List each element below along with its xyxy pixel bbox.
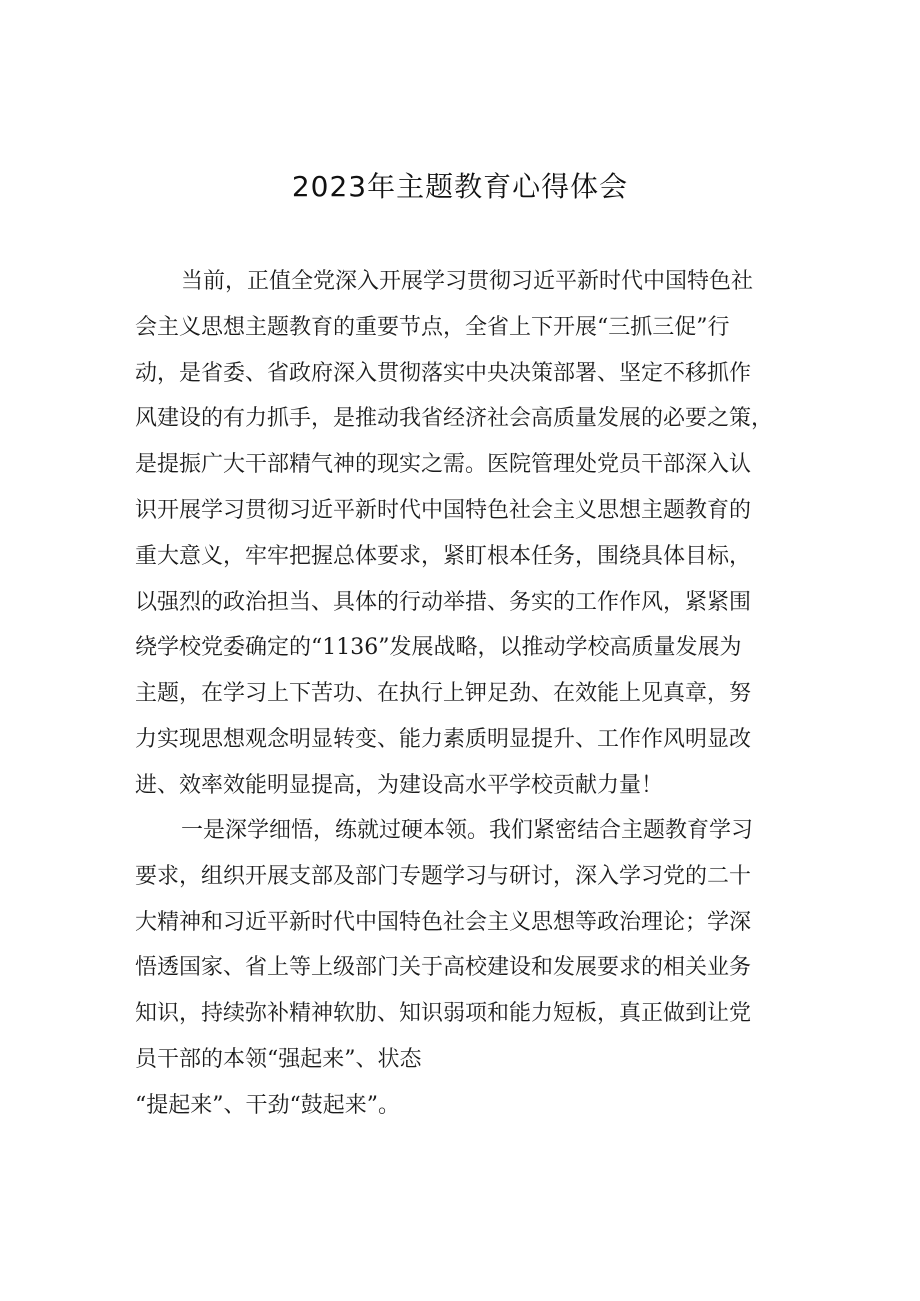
text-line: 会主义思想主题教育的重要节点，全省上下开展“三抓三促”行 xyxy=(135,314,730,340)
text-line: 进、效率效能明显提高，为建设高水平学校贡献力量！ xyxy=(135,772,664,798)
text-line: 知识，持续弥补精神软肋、知识弱项和能力短板，真正做到让党 xyxy=(135,1001,752,1027)
text-line: 风建设的有力抓手，是推动我省经济社会高质量发展的必要之策， xyxy=(135,406,774,432)
text-line: 是提振广大干部精气神的现实之需。医院管理处党员干部深入认 xyxy=(135,452,752,478)
paragraph-intro xyxy=(135,259,795,809)
text-line: 要求，组织开展支部及部门专题学习与研讨，深入学习党的二十 xyxy=(135,863,752,889)
paragraph-point-one xyxy=(135,808,795,1129)
text-line: 力实现思想观念明显转变、能力素质明显提升、工作作风明显改 xyxy=(135,726,752,752)
text-line: 大精神和习近平新时代中国特色社会主义思想等政治理论；学深 xyxy=(135,909,752,935)
text-line: 绕学校党委确定的“1136”发展战略，以推动学校高质量发展为 xyxy=(135,635,742,661)
text-line: 识开展学习贯彻习近平新时代中国特色社会主义思想主题教育的 xyxy=(135,497,752,523)
text-line: 一是深学细悟，练就过硬本领。我们紧密结合主题教育学习 xyxy=(181,818,754,843)
text-line: 悟透国家、省上等上级部门关于高校建设和发展要求的相关业务 xyxy=(135,955,752,981)
text-line: 主题，在学习上下苦功、在执行上钾足劲、在效能上见真章，努 xyxy=(135,681,752,707)
text-line: 员干部的本领“强起来”、状态 xyxy=(135,1046,422,1072)
text-line: 重大意义，牢牢把握总体要求，紧盯根本任务，围绕具体目标， xyxy=(135,543,752,569)
text-line: “提起来”、干劲“鼓起来”。 xyxy=(135,1092,400,1118)
text-line: 动，是省委、省政府深入贯彻落实中央决策部署、坚定不移抓作 xyxy=(135,360,752,386)
document-title: 2023年主题教育心得体会 xyxy=(291,170,629,203)
text-line: 以强烈的政治担当、具体的行动举措、务实的工作作风，紧紧围 xyxy=(135,589,752,615)
text-line: 当前，正值全党深入开展学习贯彻习近平新时代中国特色社 xyxy=(181,269,754,294)
